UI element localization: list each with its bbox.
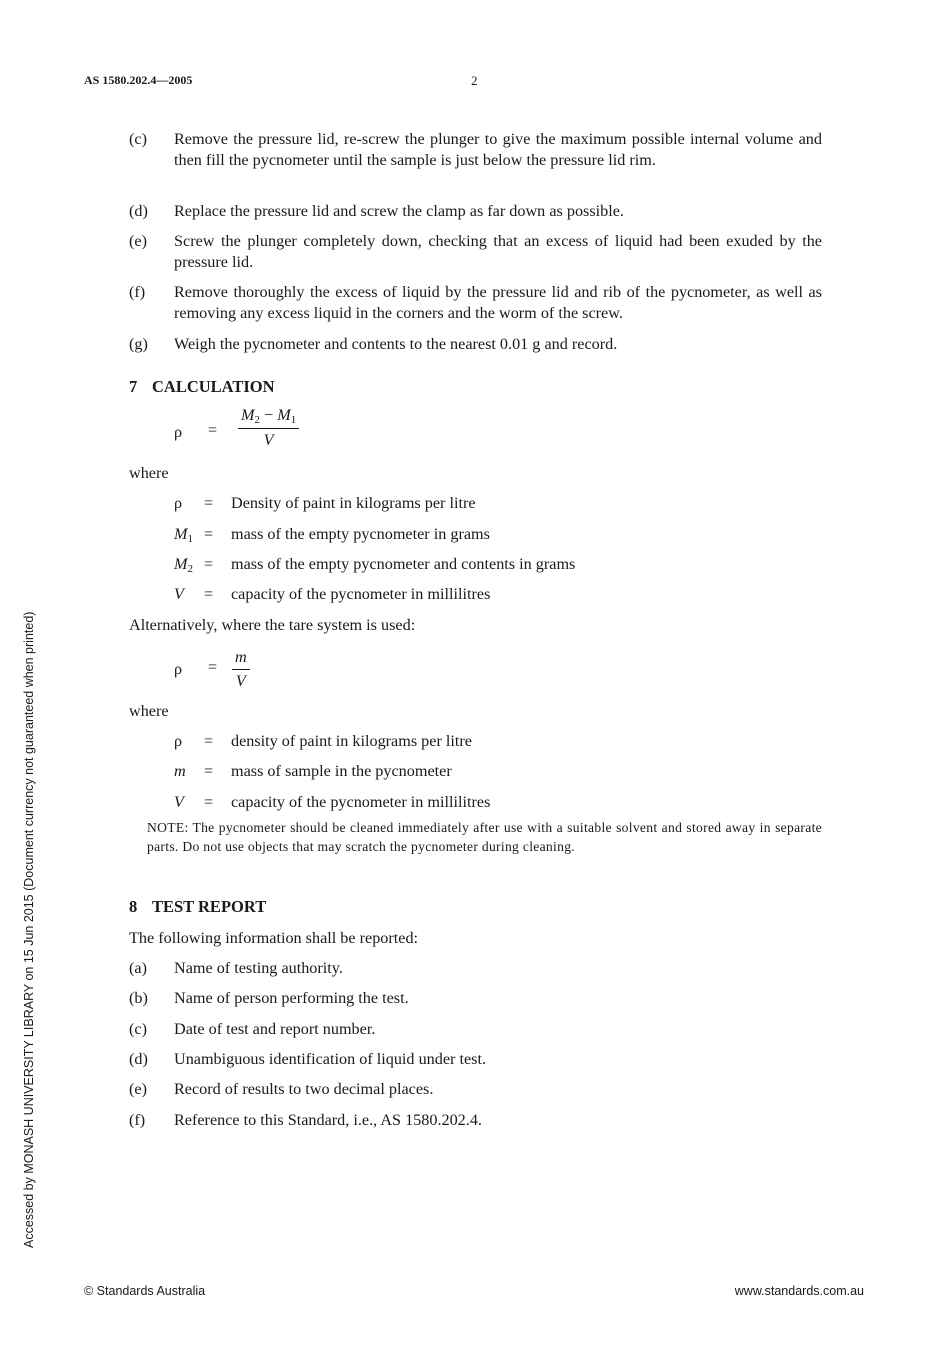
fraction-numerator: m bbox=[232, 648, 250, 670]
def-equals: = bbox=[204, 793, 214, 811]
fraction-numerator: $M_2 - M_1$ bbox=[238, 406, 299, 429]
def-equals: = bbox=[204, 555, 214, 573]
report-intro: The following information shall be reported: bbox=[129, 929, 419, 947]
report-item bbox=[129, 1079, 822, 1100]
item-text: Replace the pressure lid and screw the clamp as far down as possible. bbox=[174, 202, 624, 220]
item-text: Remove thoroughly the excess of liquid by the pressure lid and rib of the pycnometer, as well as removing any excess liquid in the corners and the worm of the screw. bbox=[174, 283, 822, 322]
item-text: Name of person performing the test. bbox=[174, 989, 409, 1007]
footer-copyright: © Standards Australia bbox=[84, 1284, 206, 1298]
def-symbol: m bbox=[174, 762, 186, 780]
footer-website: www.standards.com.au bbox=[734, 1284, 864, 1298]
procedure-item bbox=[129, 129, 822, 171]
header-standard-id: AS 1580.202.4—2005 bbox=[84, 73, 193, 87]
def-equals: = bbox=[204, 525, 214, 543]
item-label: (a) bbox=[129, 959, 147, 977]
def-symbol: V bbox=[174, 793, 184, 811]
item-label: (e) bbox=[129, 1080, 147, 1098]
procedure-item bbox=[129, 231, 822, 273]
def-text: capacity of the pycnometer in millilitres bbox=[231, 585, 491, 603]
formula-fraction bbox=[232, 648, 250, 691]
item-text: Remove the pressure lid, re-screw the plunger to give the maximum possible internal volume and then fill the pycnometer until the sample is just below the pressure lid rim. bbox=[174, 130, 822, 169]
section-title: CALCULATION bbox=[152, 377, 275, 396]
definition-row bbox=[174, 792, 490, 813]
item-text: Reference to this Standard, i.e., AS 1580.202.4. bbox=[174, 1111, 482, 1129]
def-equals: = bbox=[204, 494, 214, 512]
formula-lhs: ρ bbox=[174, 660, 183, 678]
alternative-text: Alternatively, where the tare system is used: bbox=[129, 616, 416, 634]
definition-row bbox=[174, 554, 575, 580]
item-label: (b) bbox=[129, 989, 148, 1007]
formula-fraction bbox=[238, 406, 299, 450]
report-item bbox=[129, 1019, 822, 1040]
def-equals: = bbox=[204, 732, 214, 750]
section-heading-test-report bbox=[129, 897, 266, 917]
fraction-denominator: V bbox=[263, 431, 274, 449]
definition-row bbox=[174, 584, 490, 605]
report-item bbox=[129, 1110, 822, 1131]
item-text: Screw the plunger completely down, checking that an excess of liquid had been exuded by the pressure lid. bbox=[174, 232, 822, 271]
formula-equals: = bbox=[208, 658, 218, 676]
where-label: where bbox=[129, 464, 169, 482]
def-text: mass of the empty pycnometer and contents in grams bbox=[231, 555, 576, 573]
procedure-item bbox=[129, 282, 822, 324]
fraction-denominator: V bbox=[235, 672, 246, 690]
where-label: where bbox=[129, 702, 169, 720]
item-label: (f) bbox=[129, 283, 146, 301]
section-number: 7 bbox=[129, 377, 138, 396]
def-text: mass of the empty pycnometer in grams bbox=[231, 525, 490, 543]
definition-row bbox=[174, 493, 476, 514]
def-text: capacity of the pycnometer in millilitres bbox=[231, 793, 491, 811]
procedure-item bbox=[129, 201, 822, 222]
definition-row bbox=[174, 761, 452, 782]
def-symbol: $M_2$ bbox=[174, 555, 193, 575]
procedure-item bbox=[129, 334, 822, 355]
item-label: (f) bbox=[129, 1111, 146, 1129]
item-label: (e) bbox=[129, 232, 147, 250]
report-item bbox=[129, 1049, 822, 1070]
item-text: Weigh the pycnometer and contents to the nearest 0.01 g and record. bbox=[174, 335, 618, 353]
item-text: Date of test and report number. bbox=[174, 1020, 376, 1038]
def-equals: = bbox=[204, 762, 214, 780]
formula-lhs: ρ bbox=[174, 423, 183, 441]
def-text: density of paint in kilograms per litre bbox=[231, 732, 472, 750]
def-symbol: V bbox=[174, 585, 184, 603]
item-label: (c) bbox=[129, 130, 147, 148]
def-symbol: ρ bbox=[174, 494, 183, 512]
def-equals: = bbox=[204, 585, 214, 603]
report-item bbox=[129, 958, 822, 979]
item-text: Name of testing authority. bbox=[174, 959, 343, 977]
section-heading-calculation bbox=[129, 377, 275, 397]
cleaning-note: NOTE: The pycnometer should be cleaned immediately after use with a suitable solvent and stored away in separate parts. Do not use objects that may scratch the pycnometer during cleaning. bbox=[147, 820, 822, 854]
item-label: (d) bbox=[129, 202, 148, 220]
section-title: TEST REPORT bbox=[152, 897, 267, 916]
def-text: Density of paint in kilograms per litre bbox=[231, 494, 476, 512]
formula-equals: = bbox=[208, 421, 218, 439]
def-text: mass of sample in the pycnometer bbox=[231, 762, 452, 780]
section-number: 8 bbox=[129, 897, 138, 916]
def-symbol: ρ bbox=[174, 732, 183, 750]
report-item bbox=[129, 988, 822, 1009]
access-watermark: Accessed by MONASH UNIVERSITY LIBRARY on 15 Jun 2015 (Document currency not guaranteed when printed) bbox=[22, 611, 36, 1248]
def-symbol: $M_1$ bbox=[174, 525, 193, 545]
page-number: 2 bbox=[471, 73, 478, 88]
item-text: Unambiguous identification of liquid under test. bbox=[174, 1050, 487, 1068]
definition-row bbox=[174, 731, 472, 752]
definition-row bbox=[174, 524, 490, 550]
item-label: (g) bbox=[129, 335, 148, 353]
item-text: Record of results to two decimal places. bbox=[174, 1080, 434, 1098]
item-label: (c) bbox=[129, 1020, 147, 1038]
item-label: (d) bbox=[129, 1050, 148, 1068]
